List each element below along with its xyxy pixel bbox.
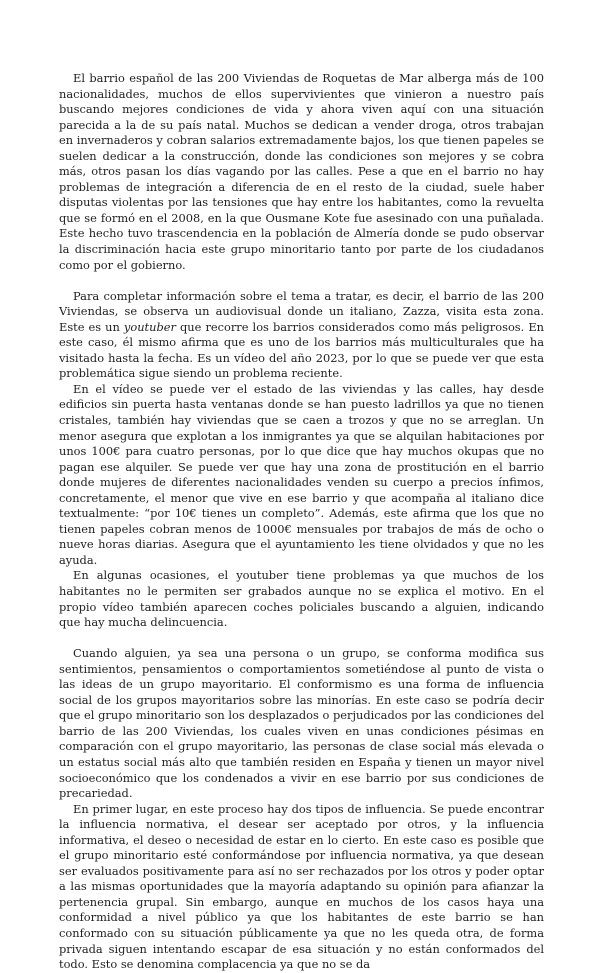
document-body (59, 71, 544, 973)
paragraph-3: En el vídeo se puede ver el estado de las viviendas y las calles, hay desde edificios sin puerta hasta ventanas donde se han puesto ladrillos ya que no tienen cristales, también hay viviendas que se caen a trozos y que no se arreglan. Un menor asegura que explotan a los inmigrantes ya que se alquilan habitaciones por unos 100€ para cuatro personas, por lo que dice que hay muchos okupas que no pagan ese alquiler. Se puede ver que hay una zona de prostitución en el barrio donde mujeres de diferentes nacionalidades venden su cuerpo a precios ínfimos, concretamente, el menor que vive en ese barrio y que acompaña al italiano dice textualmente: “por 10€ tienes un completo”. Además, este afirma que los que no tienen papeles cobran menos de 1000€ mensuales por trabajos de más de ocho o nueve horas diarias. Asegura que el ayuntamiento les tiene olvidados y que no les ayuda. (59, 381, 544, 567)
paragraph-2-text-before: Para completar información sobre el tema a tratar, es decir, el barrio de las 200 Viviendas, se observa un audiovisual donde un italiano, Zazza, visita esta zona. Este es un (59, 288, 544, 334)
paragraph-4: En algunas ocasiones, el youtuber tiene problemas ya que muchos de los habitantes no le permiten ser grabados aunque no se explica el motivo. En el propio vídeo también aparecen coches policiales buscando a alguien, indicando que hay mucha delincuencia. (59, 568, 544, 630)
paragraph-1: El barrio español de las 200 Viviendas de Roquetas de Mar alberga más de 100 nacionalidades, muchos de ellos supervivientes que vinieron a nuestro país buscando mejores condiciones de vida y ahora viven aquí con una situación parecida a la de su país natal. Muchos se dedican a vender droga, otros trabajan en invernaderos y cobran salarios extremadamente bajos, los que tienen papeles se suelen dedicar a la construcción, donde las condiciones son mejores y se cobra más, otros pasan los días vagando por las calles. Pese a que en el barrio no hay problemas de integración a diferencia de en el resto de la ciudad, suele haber disputas violentas por las tensiones que hay entre los habitantes, como la revuelta que se formó en el 2008, en la que Ousmane Kote fue asesinado con una puñalada. Este hecho tuvo trascendencia en la población de Almería donde se pudo observar la discriminación hacia este grupo minoritario tanto por parte de los ciudadanos como por el gobierno. (59, 71, 544, 272)
paragraph-6: En primer lugar, en este proceso hay dos tipos de influencia. Se puede encontrar la influencia normativa, el desear ser aceptado por otros, y la influencia informativa, el deseo o necesidad de estar en lo cierto. En este caso es posible que el grupo minoritario esté conformándose por influencia normativa, ya que desean ser evaluados positivamente para así no ser rechazados por los otros y poder optar a las mismas oportunidades que la mayoría adaptando su opinión para afianzar la pertenencia grupal. Sin embargo, aunque en muchos de los casos haya una conformidad a nivel público ya que los habitantes de este barrio se han conformado con su situación públicamente ya que no les queda otra, de forma privada siguen intentando escapar de esa situación y no están conformados del todo. Esto se denomina complacencia ya que no se da (59, 801, 544, 972)
paragraph-2 (59, 289, 544, 382)
paragraph-5: Cuando alguien, ya sea una persona o un grupo, se conforma modifica sus sentimientos, pensamientos o comportamientos sometiéndose al punto de vista o las ideas de un grupo mayoritario. El conformismo es una forma de influencia social de los grupos mayoritarios sobre las minorías. En este caso se podría decir que el grupo minoritario son los desplazados o perjudicados por las condiciones del barrio de las 200 Viviendas, los cuales viven en unas condiciones pésimas en comparación con el grupo mayoritario, las personas de clase social más elevada o un estatus social más alto que también residen en España y tienen un mayor nivel socioeconómico que los condenados a vivir en ese barrio por sus condiciones de precariedad. (59, 646, 544, 801)
paragraph-2-text-after: que recorre los barrios considerados como más peligrosos. En este caso, él mismo afirma que es uno de los barrios más multiculturales que ha visitado hasta la fecha. Es un vídeo del año 2023, por lo que se puede ver que esta problemática sigue siendo un problema reciente. (59, 319, 544, 381)
paragraph-2-italic-term: youtuber (123, 319, 176, 334)
